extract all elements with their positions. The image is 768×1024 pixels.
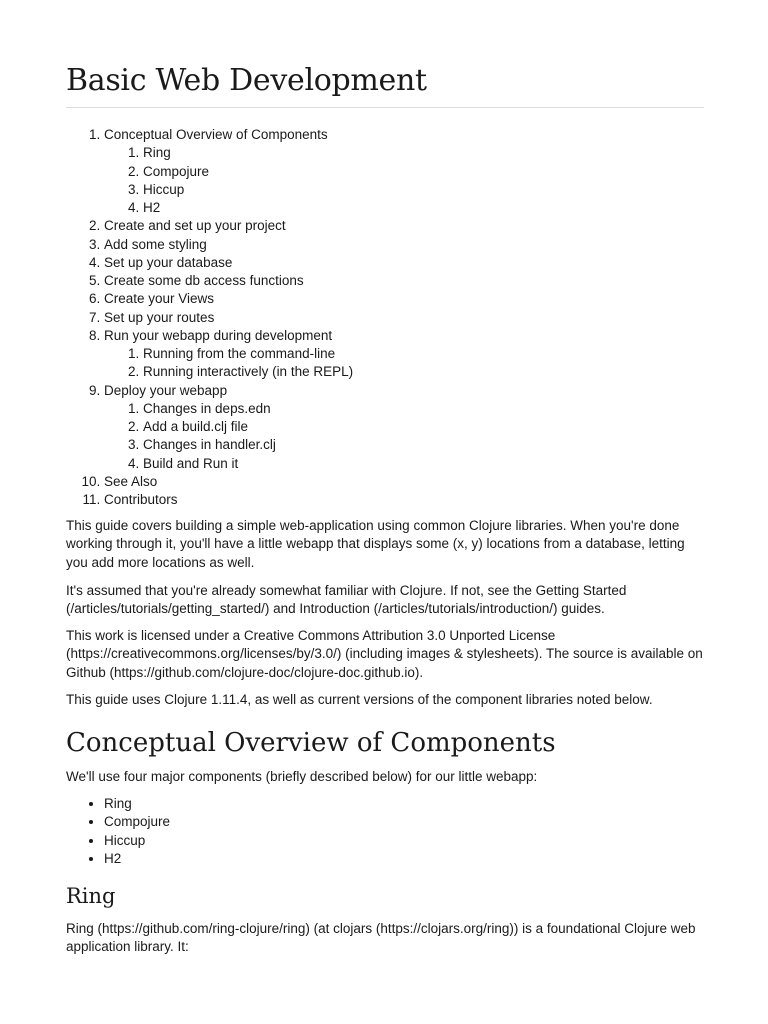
toc-item[interactable]: [104, 236, 353, 254]
toc-item-label[interactable]: Create some db access functions: [104, 273, 304, 288]
subsection-heading-ring: Ring: [66, 884, 116, 908]
toc-subitem[interactable]: 1. Running from the command-line: [143, 345, 353, 363]
title-divider: [66, 107, 704, 108]
toc-item-label[interactable]: Add some styling: [104, 236, 207, 252]
toc-item[interactable]: [104, 254, 353, 272]
toc-item[interactable]: [104, 382, 353, 473]
toc-item[interactable]: [104, 290, 353, 308]
toc-item[interactable]: [104, 217, 353, 235]
toc-item[interactable]: [104, 473, 353, 491]
toc-subitem[interactable]: 3. Changes in handler.clj: [143, 436, 353, 454]
intro-paragraph: It's assumed that you're already somewhat familiar with Clojure. If not, see the Getting Started (/articles/tutorials/getting_started/) and Introduction (/articles/tutorials/introduction/) guides.: [66, 583, 627, 617]
license-paragraph: This work is licensed under a Creative Commons Attribution 3.0 Unported License (https://creativecommons.org/licenses/by/3.0/) (including images & stylesheets). The source is available on Github (https://github.com/clojure-doc/clojure-doc.github.io).: [66, 628, 703, 680]
toc-sublist: [104, 400, 353, 473]
toc-sublist: [104, 144, 353, 217]
toc-item[interactable]: [104, 272, 353, 290]
version-paragraph: This guide uses Clojure 1.11.4, as well as current versions of the component libraries noted below.: [66, 692, 653, 707]
section-intro: We'll use four major components (briefly described below) for our little webapp:: [66, 769, 538, 784]
toc-item-label[interactable]: See Also: [104, 473, 158, 489]
toc-subitem[interactable]: 2. Compojure: [143, 163, 353, 181]
list-item: • Ring: [104, 795, 170, 813]
toc-item-label[interactable]: Deploy your webapp: [104, 382, 228, 398]
toc-item-label[interactable]: Contributors: [104, 492, 178, 507]
toc-item-label[interactable]: Set up your database: [104, 254, 233, 270]
toc-item-label[interactable]: Create and set up your project: [104, 218, 286, 234]
table-of-contents: [66, 126, 353, 509]
intro-paragraph: This guide covers building a simple web-application using common Clojure libraries. When you're done working through it, you'll have a little webapp that displays some (x, y) locations from a database, letting you add more locations as well.: [66, 518, 685, 570]
components-list: [66, 795, 170, 868]
toc-subitem[interactable]: 2. Running interactively (in the REPL): [143, 363, 353, 381]
list-item: • H2: [104, 850, 170, 868]
toc-subitem[interactable]: 3. Hiccup: [143, 181, 353, 199]
toc-subitem[interactable]: 1. Changes in deps.edn: [143, 400, 353, 418]
toc-item[interactable]: [104, 126, 353, 217]
toc-item-label[interactable]: Run your webapp during development: [104, 327, 333, 343]
toc-item[interactable]: [104, 327, 353, 382]
toc-item-label[interactable]: Create your Views: [104, 291, 215, 307]
toc-item[interactable]: [104, 491, 353, 509]
ring-paragraph: Ring (https://github.com/ring-clojure/ring) (at clojars (https://clojars.org/ring)) is a foundational Clojure web application library. It:: [66, 921, 696, 955]
toc-item-label[interactable]: Conceptual Overview of Components: [104, 127, 328, 142]
toc-subitem[interactable]: 1. Ring: [143, 144, 353, 162]
toc-item-label[interactable]: Set up your routes: [104, 309, 215, 325]
page-title: Basic Web Development: [66, 63, 427, 98]
list-item: • Hiccup: [104, 832, 170, 850]
toc-subitem[interactable]: 2. Add a build.clj file: [143, 418, 353, 436]
toc-sublist: [104, 345, 353, 382]
section-heading: Conceptual Overview of Components: [66, 728, 556, 758]
toc-subitem[interactable]: 4. H2: [143, 199, 353, 217]
toc-item[interactable]: [104, 309, 353, 327]
toc-subitem[interactable]: 4. Build and Run it: [143, 455, 353, 473]
list-item: • Compojure: [104, 813, 170, 831]
